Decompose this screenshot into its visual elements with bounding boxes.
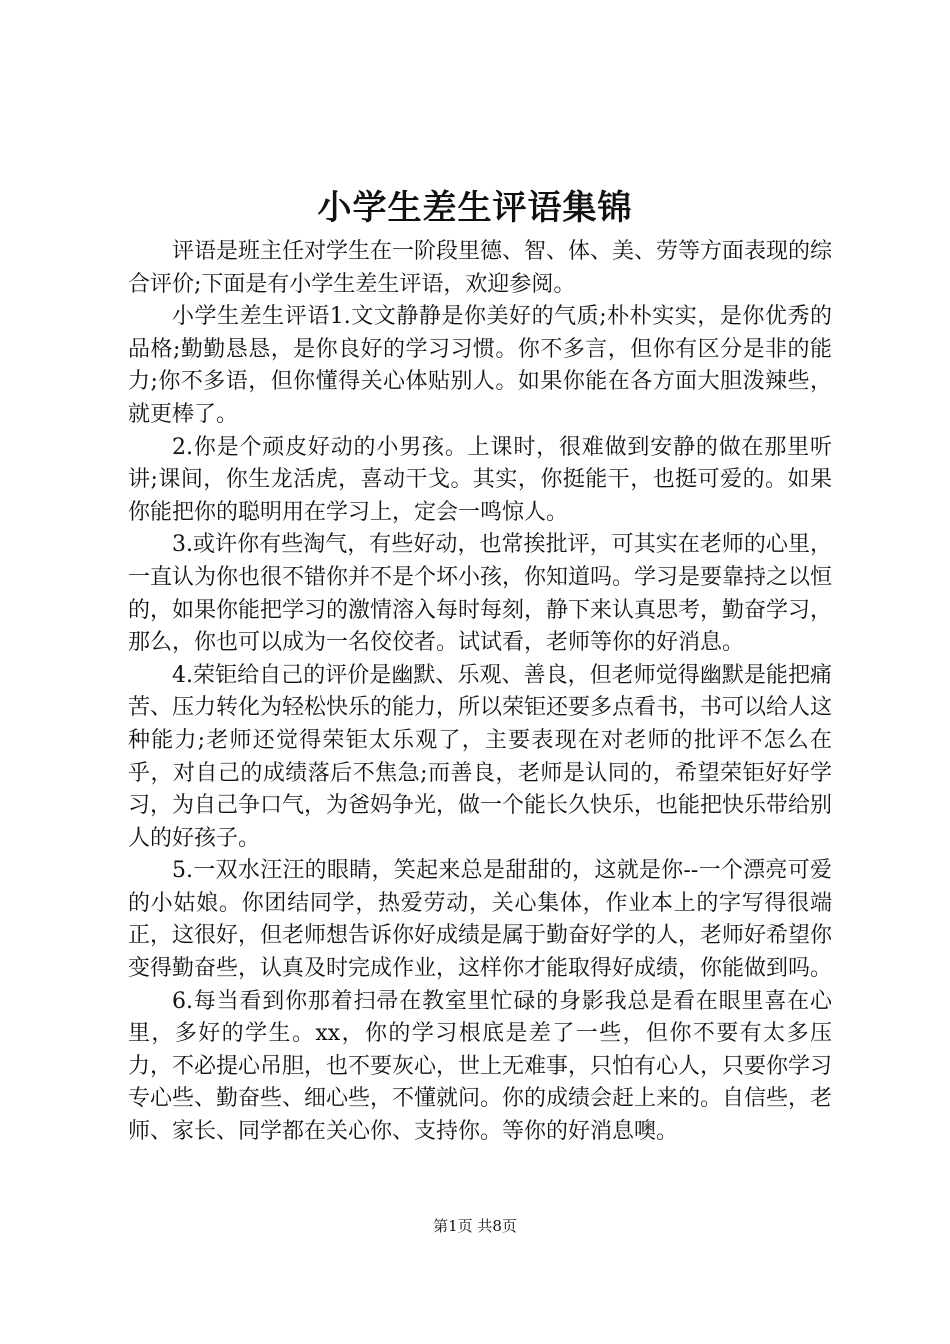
paragraph-comment-4: 4.荣钜给自己的评价是幽默、乐观、善良，但老师觉得幽默是能把痛苦、压力转化为轻松快乐的能力，所以荣钜还要多点看书，书可以给人这种能力;老师还觉得荣钜太乐观了，主要表现在对老师的批评不怎么在乎，对自己的成绩落后不焦急;而善良，老师是认同的，希望荣钜好好学习，为自己争口气，为爸妈争光，做一个能长久快乐，也能把快乐带给别人的好孩子。 bbox=[128, 662, 833, 851]
paragraph-intro: 评语是班主任对学生在一阶段里德、智、体、美、劳等方面表现的综合评价;下面是有小学生差生评语，欢迎参阅。 bbox=[128, 239, 833, 297]
paragraph-comment-1: 小学生差生评语1.文文静静是你美好的气质;朴朴实实，是你优秀的品格;勤勤恳恳，是你良好的学习习惯。你不多言，但你有区分是非的能力;你不多语，但你懂得关心体贴别人。如果你能在各方面大胆泼辣些，就更棒了。 bbox=[128, 304, 832, 427]
paragraph-comment-5: 5.一双水汪汪的眼睛，笑起来总是甜甜的，这就是你--一个漂亮可爱的小姑娘。你团结同学，热爱劳动，关心集体，作业本上的字写得很端正，这很好，但老师想告诉你好成绩是属于勤奋好学的人，老师好希望你变得勤奋些，认真及时完成作业，这样你才能取得好成绩，你能做到吗。 bbox=[128, 858, 833, 982]
page-footer: 第1页 共8页 bbox=[433, 1217, 517, 1235]
paragraph-comment-6: 6.每当看到你那着扫帚在教室里忙碌的身影我总是看在眼里喜在心里，多好的学生。xx，你的学习根底是差了一些，但你不要有太多压力，不必提心吊胆，也不要灰心，世上无难事，只怕有心人，只要你学习专心些、勤奋些、细心些，不懂就问。你的成绩会赶上来的。自信些，老师、家长、同学都在关心你、支持你。等你的好消息噢。 bbox=[128, 988, 833, 1145]
paragraph-comment-2: 2.你是个顽皮好动的小男孩。上课时，很难做到安静的做在那里听讲;课间，你生龙活虎，喜动干戈。其实，你挺能干，也挺可爱的。如果你能把你的聪明用在学习上，定会一鸣惊人。 bbox=[128, 434, 832, 525]
document-body bbox=[128, 236, 832, 1149]
paragraph-comment-3: 3.或许你有些淘气，有些好动，也常挨批评，可其实在老师的心里，一直认为你也很不错你并不是个坏小孩，你知道吗。学习是要靠持之以恒的，如果你能把学习的激情溶入每时每刻，静下来认真思考，勤奋学习，那么，你也可以成为一名佼佼者。试试看，老师等你的好消息。 bbox=[128, 532, 833, 656]
document-title: 小学生差生评语集锦 bbox=[317, 188, 633, 228]
